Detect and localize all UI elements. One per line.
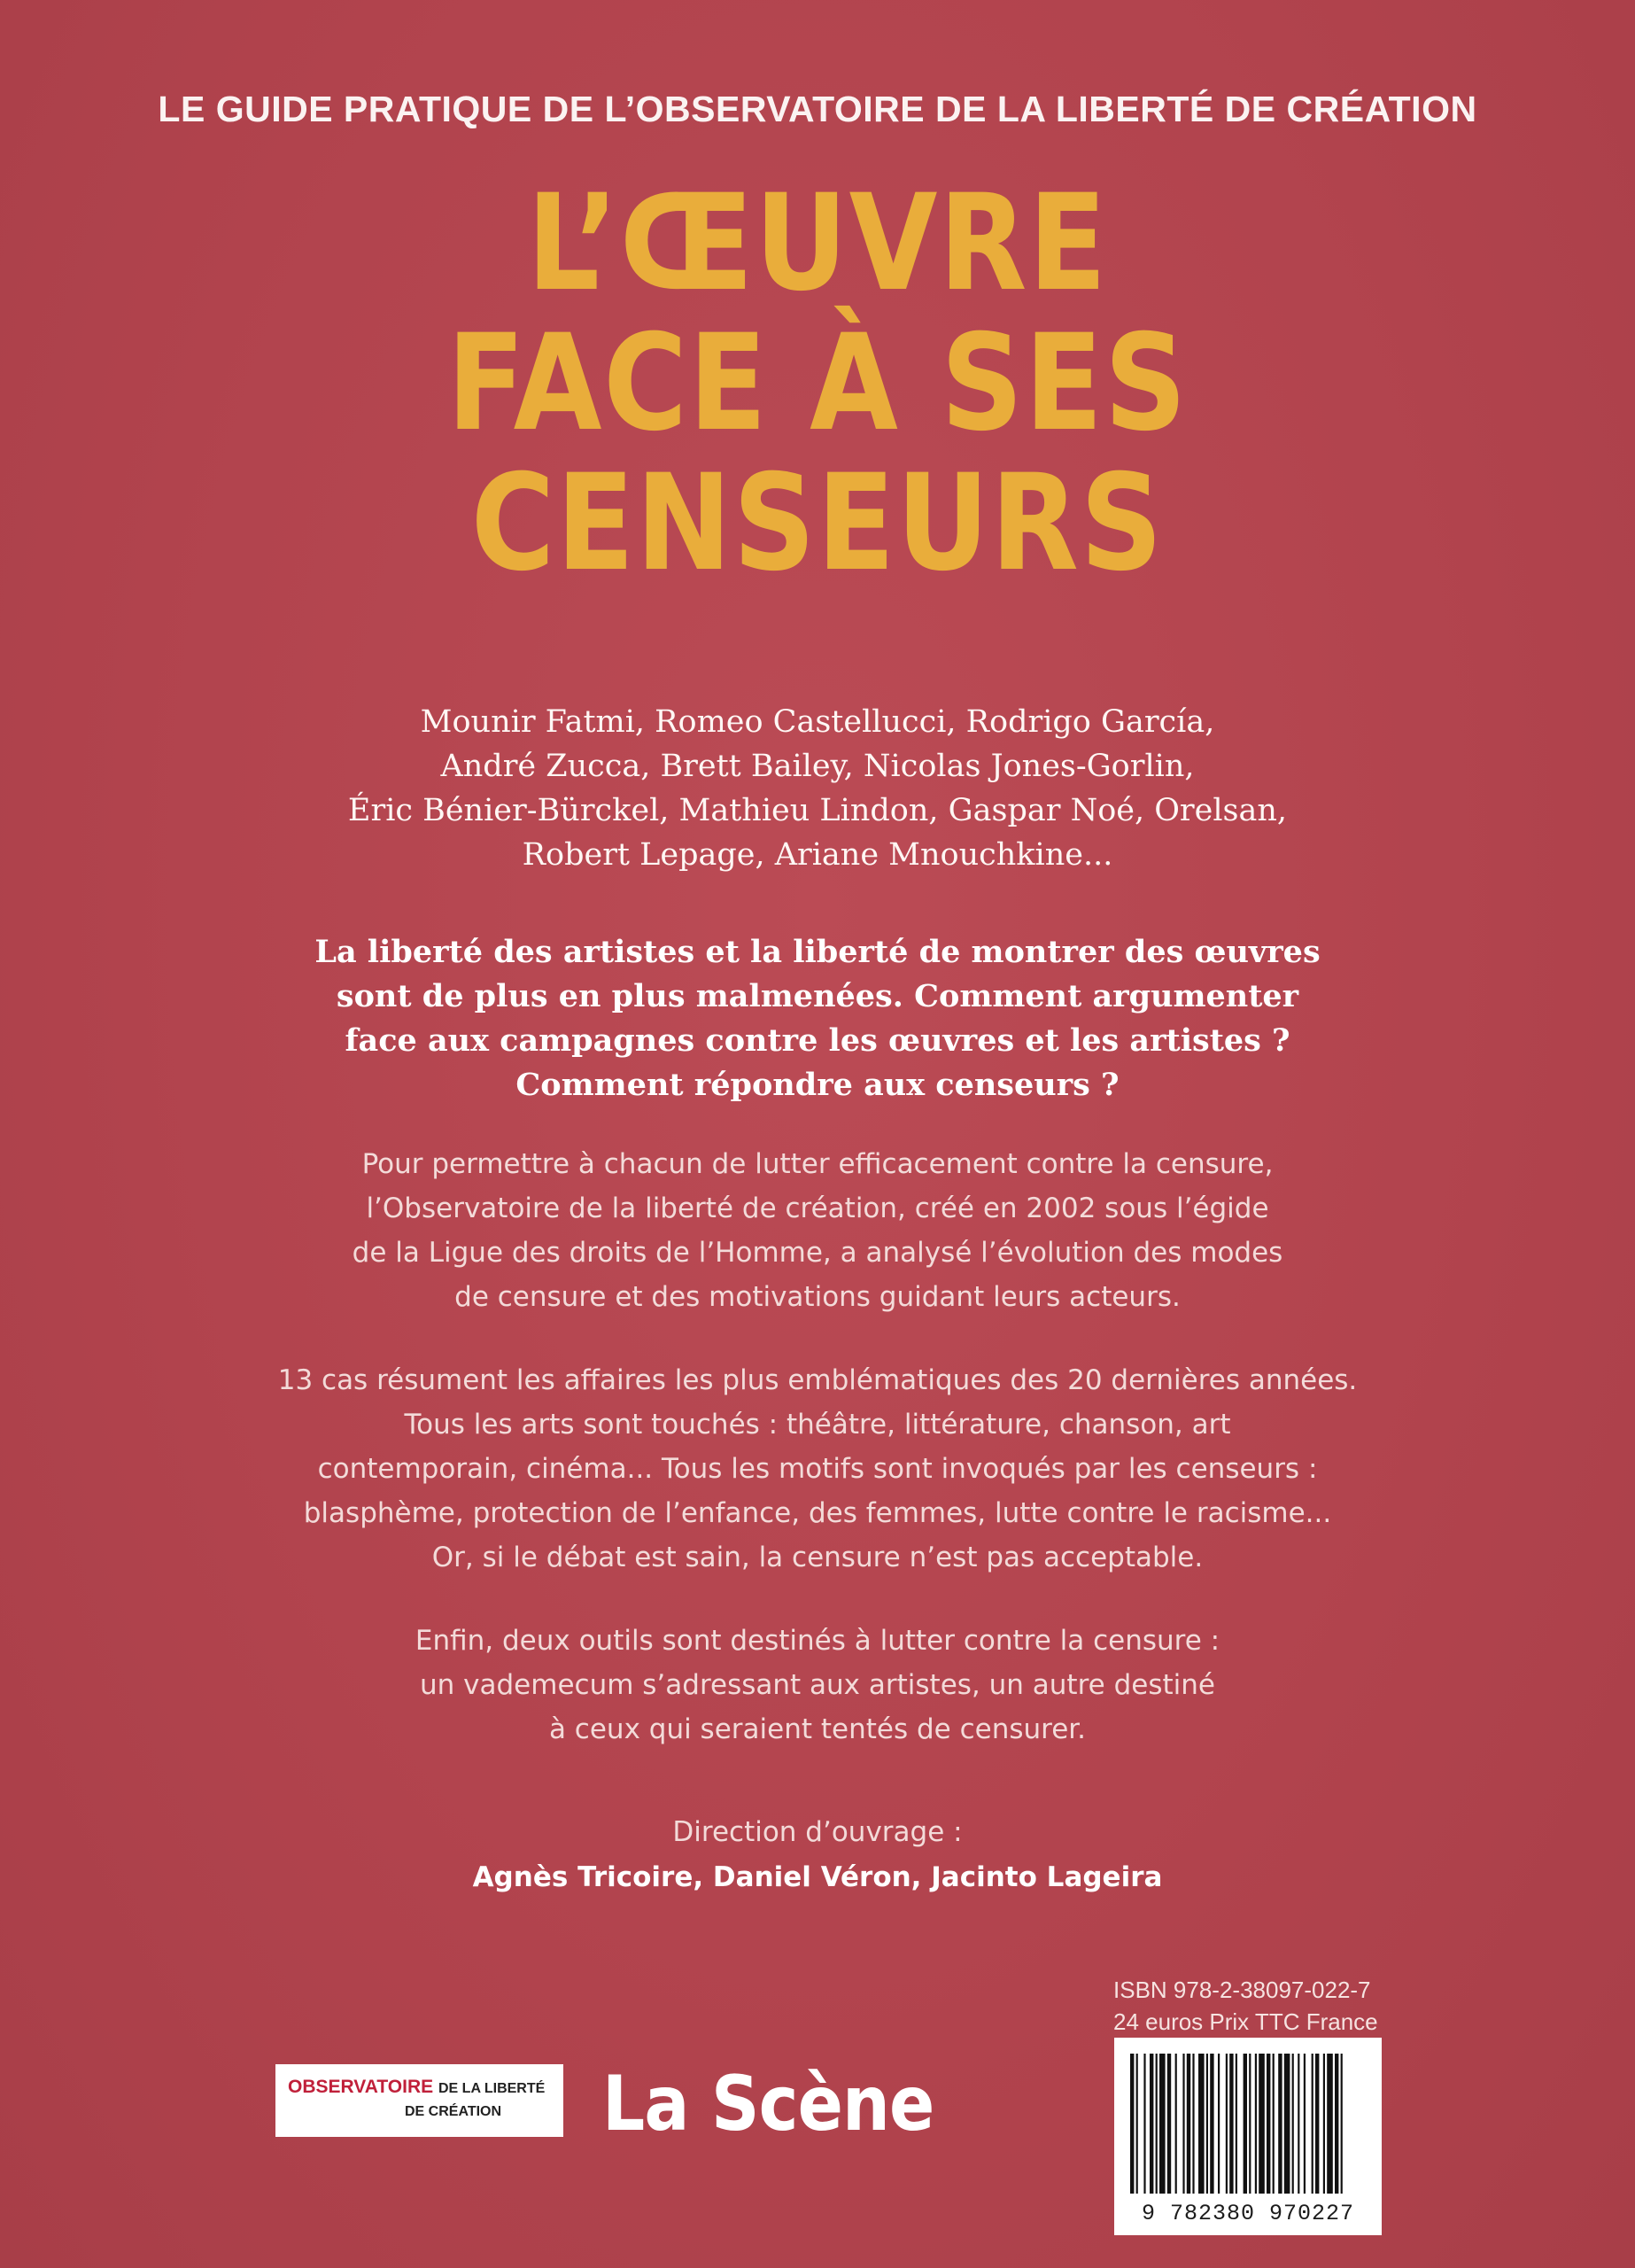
paragraph-line: blasphème, protection de l’enfance, des femmes, lutte contre le racisme... (303, 1497, 1332, 1529)
logo-word-liberte: DE LA LIBERTÉ (438, 2081, 546, 2096)
barcode-bars-icon (1125, 2054, 1371, 2194)
barcode (1114, 2038, 1382, 2235)
title-line: FACE À SES (446, 307, 1189, 461)
paragraph-line: l’Observatoire de la liberté de création, créé en 2002 sous l’égide (366, 1192, 1269, 1224)
paragraph-line: Pour permettre à chacun de lutter efficacement contre la censure, (361, 1148, 1274, 1180)
lead-line: Comment répondre aux censeurs ? (515, 1067, 1120, 1103)
names-line: André Zucca, Brett Bailey, Nicolas Jones-Gorlin, (440, 749, 1195, 784)
authors: Agnès Tricoire, Daniel Véron, Jacinto Lageira (472, 1861, 1163, 1893)
lead-paragraph (0, 930, 1635, 1107)
book-title (114, 167, 1521, 601)
paragraph-observatoire (0, 1142, 1635, 1319)
lead-line: sont de plus en plus malmenées. Comment argumenter (336, 978, 1299, 1014)
title-line: L’ŒUVRE (526, 167, 1109, 321)
paragraph-tools (0, 1619, 1635, 1751)
paragraph-line: Enfin, deux outils sont destinés à lutter contre la censure : (415, 1625, 1220, 1657)
publisher-logo: La Scène (602, 2060, 934, 2148)
lead-line: face aux campagnes contre les œuvres et les artistes ? (345, 1022, 1290, 1059)
isbn-block (1113, 1974, 1378, 2038)
isbn-number: ISBN 978-2-38097-022-7 (1113, 1977, 1371, 2003)
paragraph-line: Or, si le débat est sain, la censure n’est pas acceptable. (431, 1542, 1204, 1573)
paragraph-cases (0, 1358, 1635, 1580)
artist-names (0, 700, 1635, 877)
logo-word-creation: DE CRÉATION (405, 2104, 502, 2119)
paragraph-line: un vademecum s’adressant aux artistes, un autre destiné (420, 1669, 1215, 1701)
price: 24 euros Prix TTC France (1113, 2008, 1378, 2035)
names-line: Éric Bénier-Bürckel, Mathieu Lindon, Gaspar Noé, Orelsan, (347, 793, 1288, 828)
paragraph-line: Tous les arts sont touchés : théâtre, littérature, chanson, art (404, 1409, 1231, 1441)
paragraph-line: à ceux qui seraient tentés de censurer. (548, 1713, 1087, 1745)
paragraph-line: 13 cas résument les affaires les plus emblématiques des 20 dernières années. (277, 1364, 1358, 1396)
lead-line: La liberté des artistes et la liberté de montrer des œuvres (314, 934, 1321, 970)
logo-word-observatoire: OBSERVATOIRE (288, 2077, 434, 2097)
observatoire-logo (275, 2064, 563, 2137)
title-line: CENSEURS (470, 447, 1165, 601)
paragraph-line: contemporain, cinéma... Tous les motifs sont invoqués par les censeurs : (317, 1453, 1318, 1485)
names-line: Robert Lepage, Ariane Mnouchkine... (522, 837, 1113, 873)
paragraph-line: de censure et des motivations guidant leurs acteurs. (454, 1281, 1181, 1313)
guide-kicker: LE GUIDE PRATIQUE DE L’OBSERVATOIRE DE LA LIBERTÉ DE CRÉATION (158, 89, 1477, 129)
paragraph-line: de la Ligue des droits de l’Homme, a analysé l’évolution des modes (352, 1237, 1283, 1269)
barcode-digits: 9 782380 970227 (1141, 2201, 1355, 2226)
names-line: Mounir Fatmi, Romeo Castellucci, Rodrigo García, (420, 704, 1215, 740)
direction-label: Direction d’ouvrage : (672, 1816, 963, 1848)
